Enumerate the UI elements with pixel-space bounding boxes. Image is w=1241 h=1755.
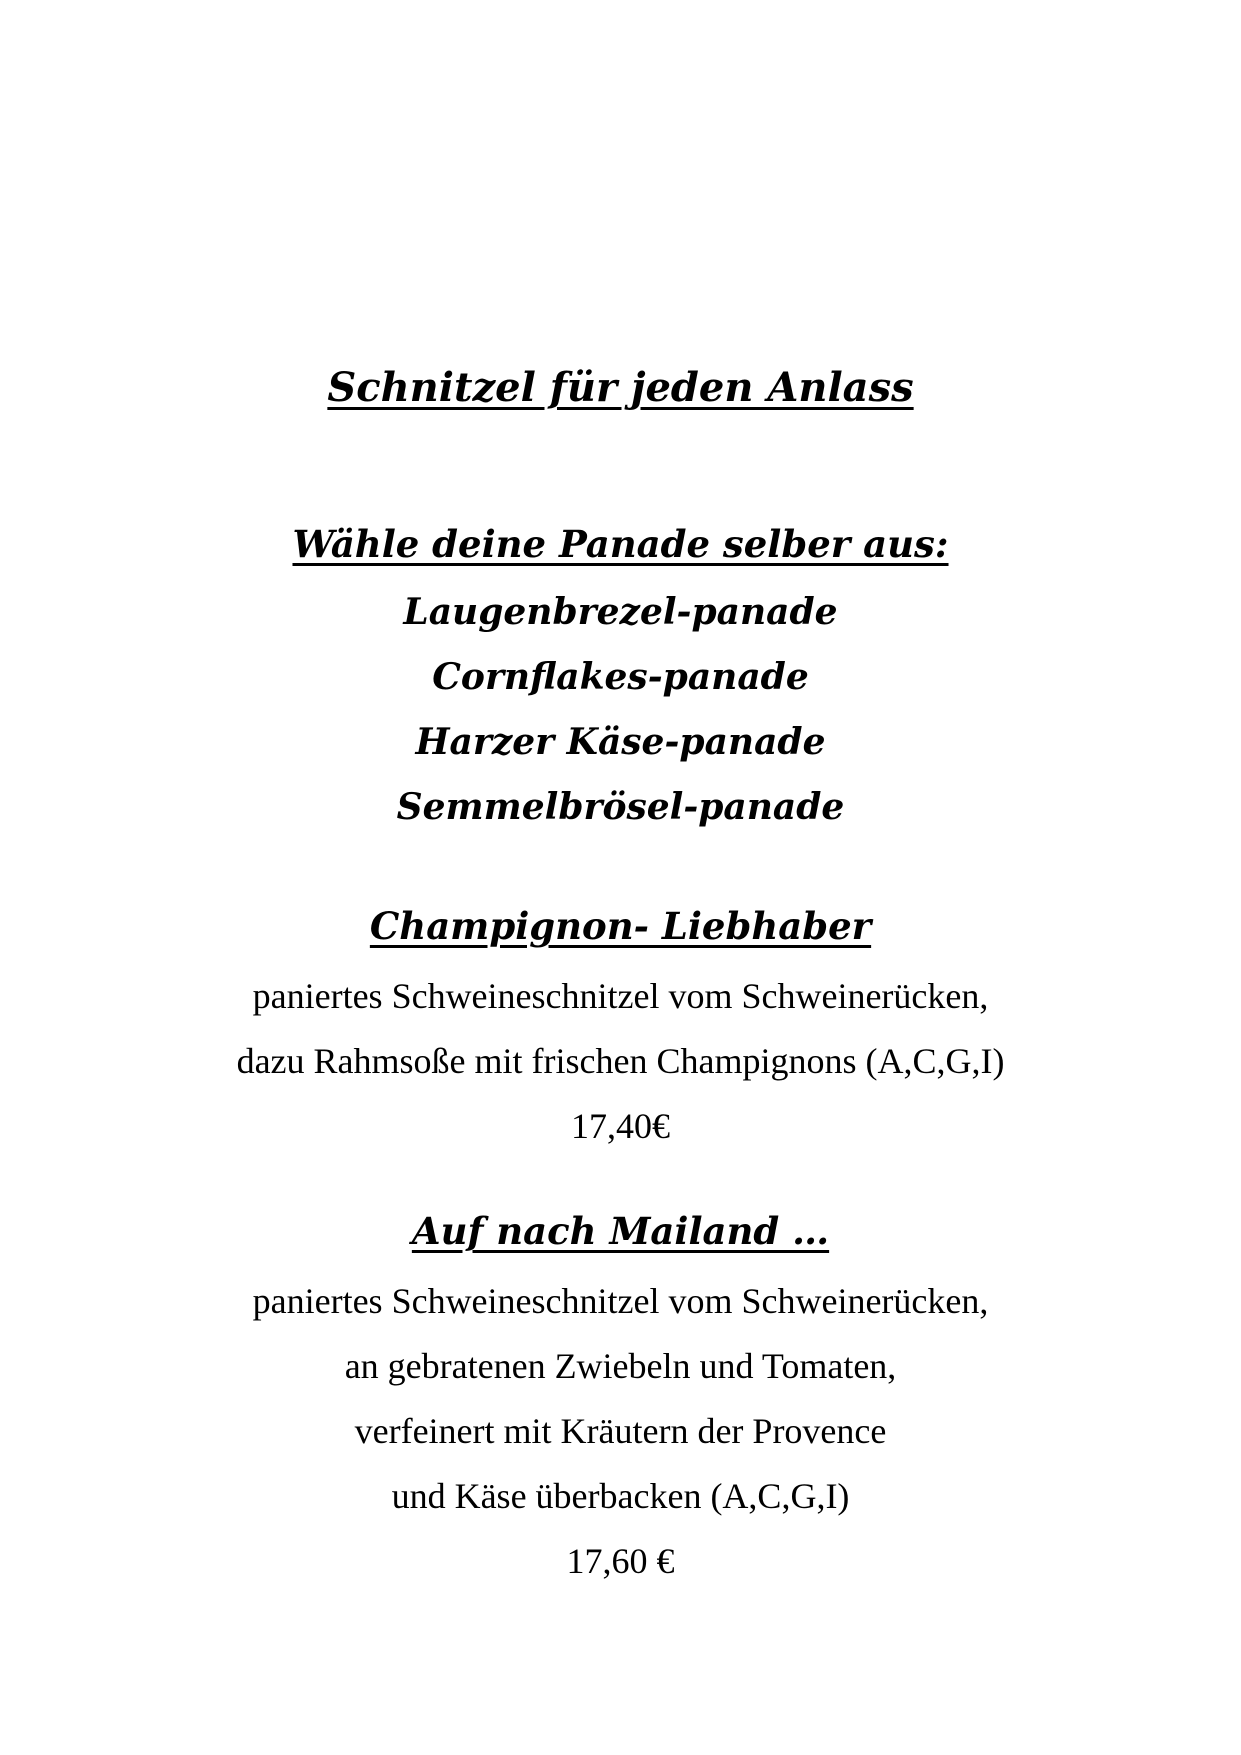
dish-section-champignon (0, 894, 1241, 1159)
dish-description-line: paniertes Schweineschnitzel vom Schweinerücken, (252, 1281, 989, 1321)
panade-option: Laugenbrezel-panade (403, 591, 838, 633)
dish-description-line: und Käse überbacken (A,C,G,I) (391, 1476, 850, 1516)
dish-section-mailand (0, 1199, 1241, 1594)
dish-name: Auf nach Mailand … (411, 1209, 830, 1253)
dish-name: Champignon- Liebhaber (369, 904, 872, 948)
dish-description-line: an gebratenen Zwiebeln und Tomaten, (344, 1346, 897, 1386)
panade-section (0, 512, 1241, 840)
panade-option: Semmelbrösel-panade (396, 786, 845, 828)
dish-price: 17,60 € (566, 1541, 675, 1581)
panade-heading: Wähle deine Panade selber aus: (292, 522, 949, 566)
panade-option: Harzer Käse-panade (415, 721, 826, 763)
dish-price: 17,40€ (571, 1106, 670, 1146)
panade-options-list (0, 580, 1241, 840)
dish-description-line: dazu Rahmsoße mit frischen Champignons (A,C,G,I) (236, 1041, 1005, 1081)
dish-description-line: paniertes Schweineschnitzel vom Schweinerücken, (252, 976, 989, 1016)
page-title: Schnitzel für jeden Anlass (327, 364, 914, 411)
panade-option: Cornflakes-panade (432, 656, 809, 698)
dish-description-line: verfeinert mit Kräutern der Provence (354, 1411, 887, 1451)
